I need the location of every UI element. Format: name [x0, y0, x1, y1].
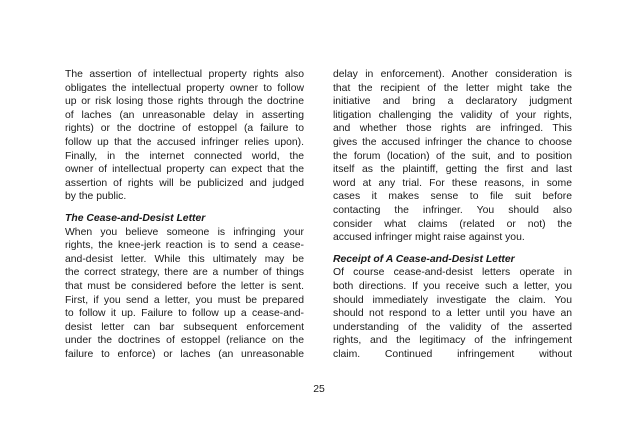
left-para1-line: follow up that the accused infringer relies upon). [65, 136, 304, 148]
left-para2-line: the correct strategy, there are a number of things [65, 267, 304, 279]
left-para2-line: to follow it up. Failure to follow up a cease-and- [65, 308, 304, 320]
paragraph-gap [65, 204, 304, 212]
left-para1-line: by the public. [65, 191, 127, 203]
left-para1-line: up or risk losing those rights through the doctrine [65, 96, 304, 108]
right-para1-line: consider what claims (related or not) the [333, 218, 572, 230]
section-heading-cease-and-desist: The Cease-and-Desist Letter [65, 212, 206, 224]
left-para1-line: assertion of rights will be publicized and judged [65, 177, 304, 189]
right-column [333, 68, 572, 361]
section-heading-receipt: Receipt of A Cease-and-Desist Letter [333, 253, 515, 265]
left-para1-line: obligates the intellectual property owner to follow [65, 82, 304, 94]
right-para2-line: should immediately investigate the claim. You [333, 294, 572, 306]
left-para2-line: desist letter can bar subsequent enforcement [65, 321, 304, 333]
right-para1-line: initiative and bring a declaratory judgment [333, 96, 572, 108]
left-column [65, 68, 304, 361]
right-para1-line: that the recipient of the letter might take the [333, 82, 572, 94]
right-para1-line: accused infringer might raise against you. [333, 232, 525, 244]
left-para2-line: First, if you send a letter, you must be prepared [65, 294, 304, 306]
page-number: 25 [313, 384, 325, 395]
right-para2-line: claim. Continued infringement without [333, 348, 572, 360]
right-para2-line: both directions. If you receive such a letter, you [333, 280, 572, 292]
left-para2-line: rights, the knee-jerk reaction is to send a cease- [65, 240, 304, 252]
right-para1-line: gives the accused infringer the chance to choose [333, 136, 572, 148]
right-para2-line: understanding of the validity of the asserted [333, 321, 572, 333]
left-para2-line: and-desist letter. While this ultimately may be [65, 253, 304, 265]
right-para1-line: cases it makes sense to file suit before [333, 191, 572, 203]
left-para2-line: under the doctrines of estoppel (reliance on the [65, 335, 304, 347]
right-para2-line: Of course cease-and-desist letters operate in [333, 267, 572, 279]
right-para1-line: word at any trial. For these reasons, in some [333, 177, 572, 189]
left-para1-line: rights) or the doctrine of estoppel (a failure to [65, 123, 304, 135]
right-para1-line: the forum (location) of the suit, and to position [333, 150, 572, 162]
right-para1-line: delay in enforcement). Another consideration is [333, 69, 572, 80]
left-para1-line: The assertion of intellectual property rights also [65, 69, 304, 80]
right-para1-line: and whether those rights are infringed. This [333, 123, 572, 135]
left-para1-line: of laches (an unreasonable delay in asserting [65, 109, 304, 121]
right-para1-line: contacting the infringer. You should also [333, 204, 572, 216]
left-para2-line: failure to enforce) or laches (an unreasonable [65, 348, 304, 360]
right-para2-line: rights, and the legitimacy of the infringement [333, 335, 572, 347]
paragraph-gap [333, 245, 572, 253]
left-para1-line: Finally, in the internet connected world, the [65, 150, 304, 162]
left-para2-line: that must be considered before the letter is sent. [65, 280, 304, 292]
left-para1-line: owner of intellectual property can expect that the [65, 164, 304, 176]
left-para2-line: When you believe someone is infringing your [65, 226, 304, 238]
right-para1-line: itself as the plaintiff, getting the first and last [333, 164, 572, 176]
right-para1-line: litigation challenging the validity of your rights, [333, 109, 572, 121]
right-para2-line: should not respond to a letter until you have an [333, 308, 572, 320]
